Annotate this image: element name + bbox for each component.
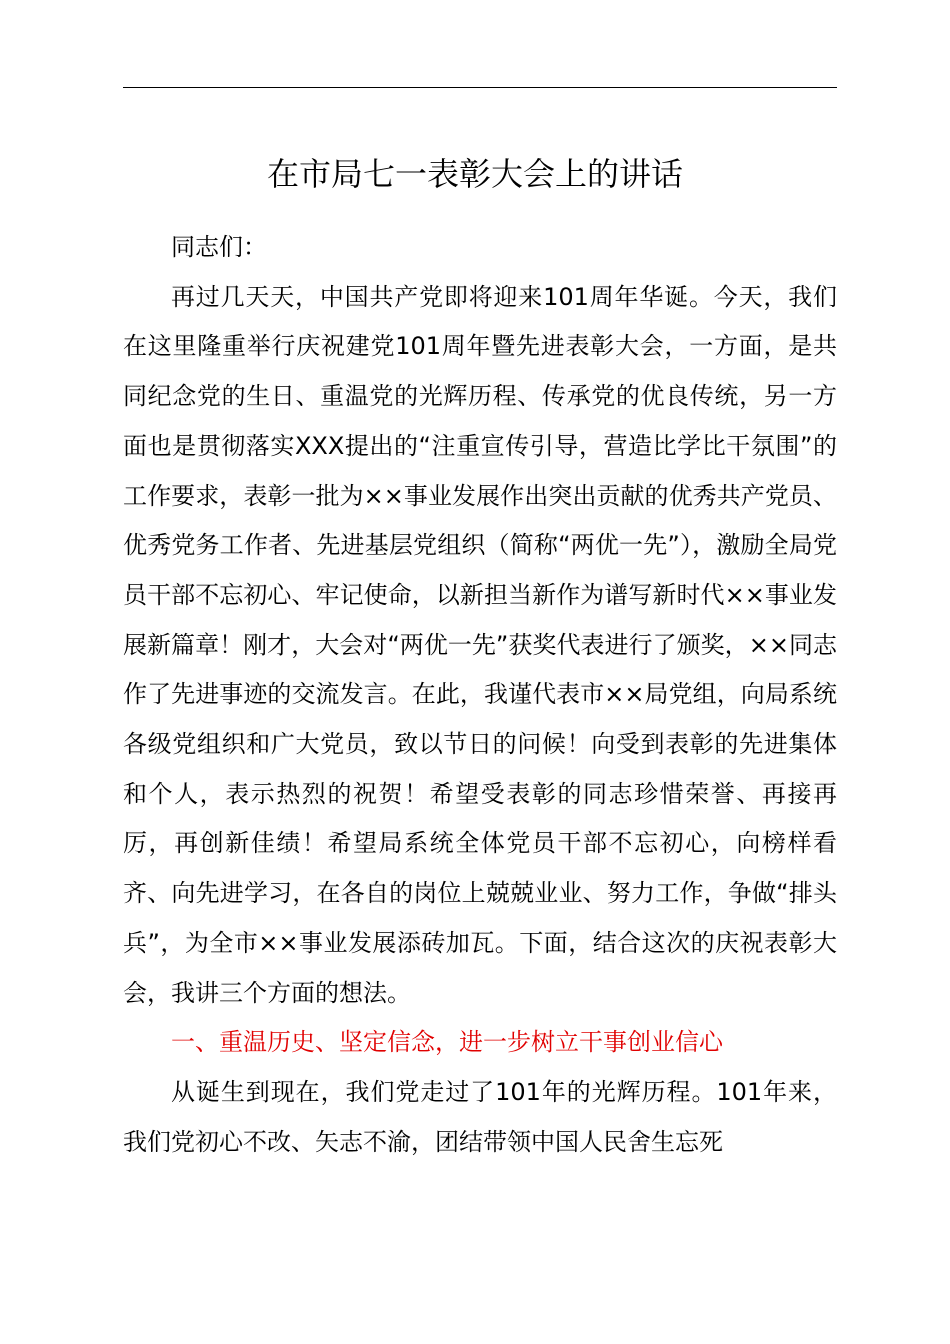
- document-title: 在市局七一表彰大会上的讲话: [266, 155, 683, 193]
- salutation: 同志们：: [171, 233, 267, 261]
- document-body: [123, 223, 837, 1167]
- section-heading: 一、重温历史、坚定信念，进一步树立干事创业信心: [171, 1028, 723, 1057]
- header-rule: [123, 87, 837, 88]
- section-paragraph: 从诞生到现在，我们党走过了101年的光辉历程。101年来，我们党初心不改、矢志不渝，团结带领中国人民舍生忘死: [123, 1077, 837, 1156]
- body-paragraph: 再过几天天，中国共产党即将迎来101周年华诞。今天，我们在这里隆重举行庆祝建党101周年暨先进表彰大会，一方面，是共同纪念党的生日、重温党的光辉历程、传承党的优良传统，另一方面也是贯彻落实XXX提出的“注重宣传引导，营造比学比干氛围”的工作要求，表彰一批为××事业发展作出突出贡献的优秀共产党员、优秀党务工作者、先进基层党组织（简称“两优一先”），激励全局党员干部不忘初心、牢记使命，以新担当新作为谱写新时代××事业发展新篇章！刚才，大会对“两优一先”获奖代表进行了颁奖，××同志作了先进事迹的交流发言。在此，我谨代表市××局党组，向局系统各级党组织和广大党员，致以节日的问候！向受到表彰的先进集体和个人，表示热烈的祝贺！希望受表彰的同志珍惜荣誉、再接再厉，再创新佳绩！希望局系统全体党员干部不忘初心，向榜样看齐、向先进学习，在各自的岗位上兢兢业业、努力工作，争做“排头兵”，为全市××事业发展添砖加瓦。下面，结合这次的庆祝表彰大会，我讲三个方面的想法。: [123, 282, 837, 1007]
